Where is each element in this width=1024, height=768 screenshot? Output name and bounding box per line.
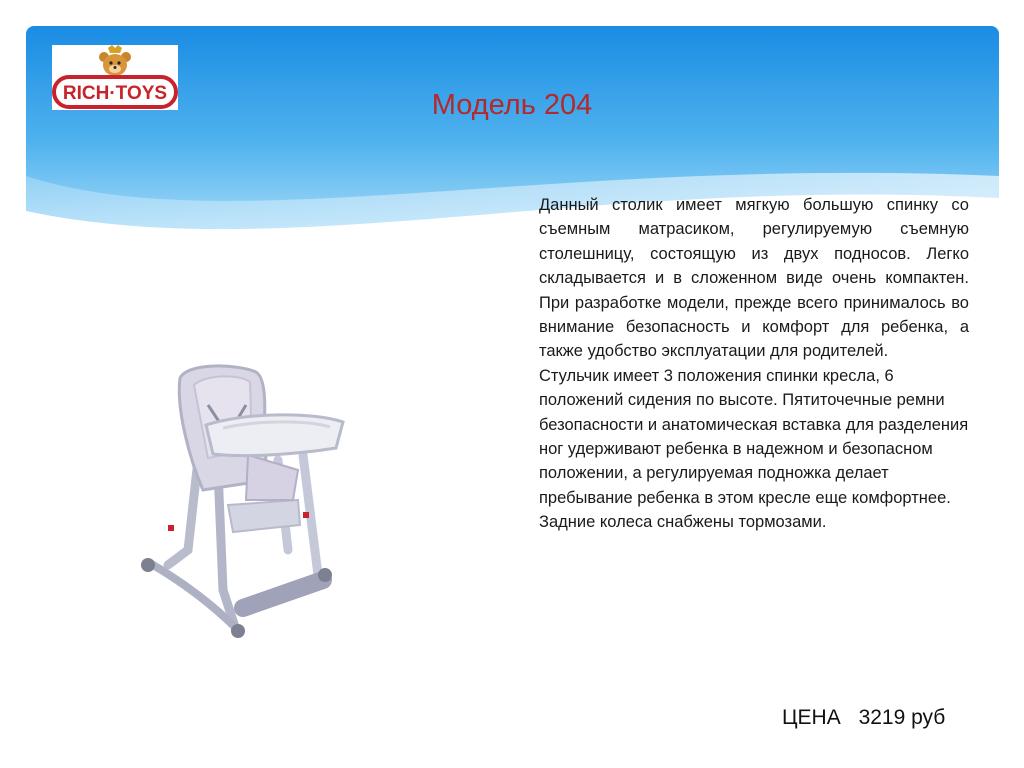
description-paragraph: Данный столик имеет мягкую большую спинку со съемным матрасиком, регулируемую съемную столешницу, состоящую из двух подносов. Легко складывается и в сложенном виде очень компактен. При разработке модели, прежде всего принималось во внимание безопасность и комфорт для ребенка, а также удобство эксплуатации для родителей. — [539, 196, 969, 361]
teddy-bear-icon — [99, 45, 131, 76]
price-label: ЦЕНА — [782, 706, 841, 729]
rich-toys-logo — [52, 45, 178, 110]
price-block — [782, 706, 945, 730]
description-paragraph: Задние колеса снабжены тормозами. — [539, 513, 827, 532]
price-value: 3219 руб — [858, 706, 946, 729]
description-paragraph: Стульчик имеет 3 положения спинки кресла, 6 положений сидения по высоте. Пятиточечные ремни безопасности и анатомическая вставка для разделения ног удерживают ребенка в надежном и безопасном положении, а регулируемая подножка делает пребывание ребенка в этом кресле еще комфортнее. — [539, 366, 969, 507]
logo-text: RICH·TOYS — [62, 83, 168, 104]
product-image — [128, 350, 378, 650]
high-chair-icon — [128, 350, 378, 650]
product-description — [539, 193, 969, 535]
slide-title: Модель 204 — [431, 89, 593, 121]
